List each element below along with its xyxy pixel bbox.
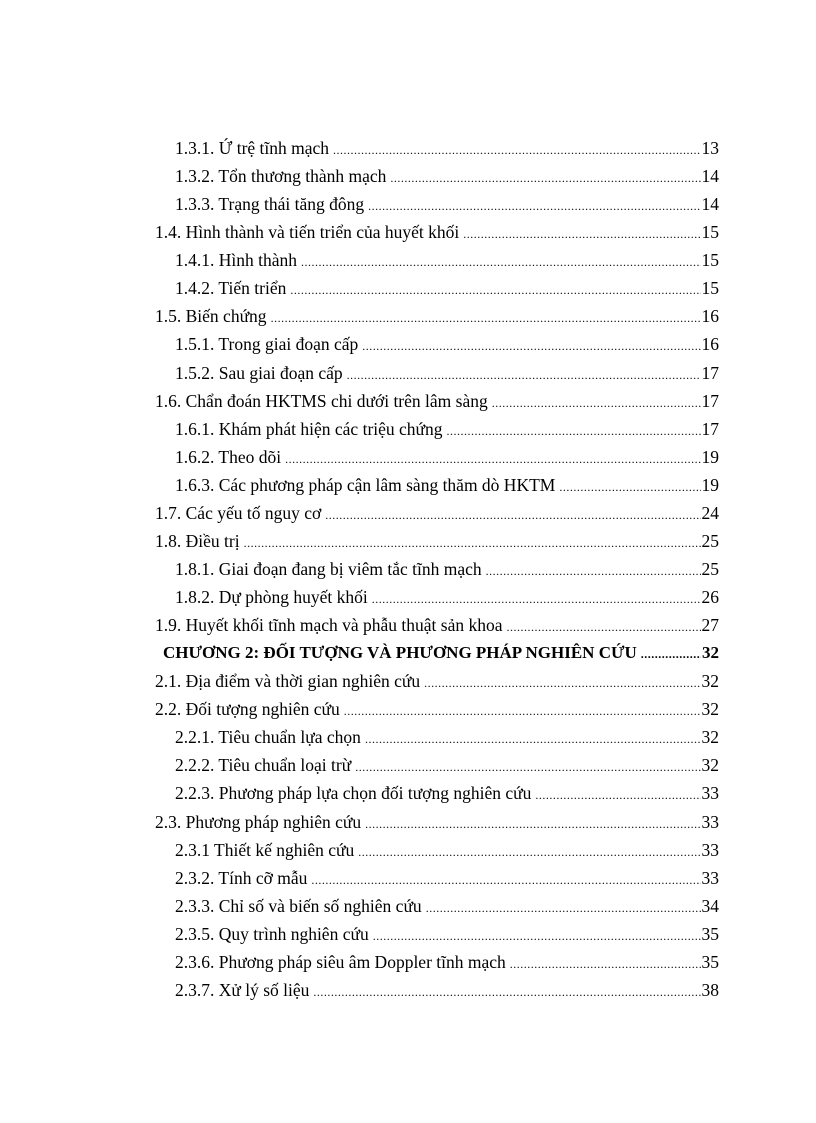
toc-entry-page: 25 — [701, 530, 719, 551]
toc-entry[interactable] — [155, 751, 719, 779]
dot-leader — [347, 361, 701, 389]
dot-leader — [463, 220, 700, 248]
toc-entry[interactable] — [155, 976, 719, 1004]
toc-entry-label: 1.6.2. Theo dõi — [175, 446, 282, 467]
toc-entry[interactable] — [155, 246, 719, 274]
table-of-contents — [155, 134, 719, 1004]
toc-entry-page: 17 — [701, 362, 719, 383]
toc-entry-page: 17 — [701, 418, 719, 439]
dot-leader — [301, 248, 700, 276]
toc-entry-label: 1.7. Các yếu tố nguy cơ — [155, 502, 322, 523]
dot-leader — [365, 725, 701, 753]
toc-entry-page: 16 — [701, 334, 719, 355]
toc-entry-page: 17 — [701, 390, 719, 411]
dot-leader — [535, 781, 700, 809]
toc-entry-page: 19 — [701, 446, 719, 467]
toc-entry-page: 38 — [701, 979, 719, 1000]
toc-entry-label: 2.2. Đối tượng nghiên cứu — [155, 699, 340, 720]
toc-entry-page: 34 — [701, 895, 719, 916]
toc-entry[interactable] — [155, 948, 719, 976]
toc-entry[interactable] — [155, 892, 719, 920]
dot-leader — [510, 950, 701, 978]
toc-entry-label: 1.3.1. Ứ trệ tĩnh mạch — [175, 138, 330, 158]
dot-leader — [344, 697, 701, 725]
toc-entry[interactable] — [155, 667, 719, 695]
toc-entry-label: 1.3.3. Trạng thái tăng đông — [175, 194, 365, 215]
toc-entry-page: 13 — [701, 138, 719, 158]
toc-entry[interactable] — [155, 134, 719, 162]
dot-leader — [507, 613, 701, 641]
dot-leader — [390, 164, 700, 192]
toc-entry[interactable] — [155, 387, 719, 415]
toc-entry-page: 26 — [701, 587, 719, 607]
toc-entry-label: 1.5.1. Trong giai đoạn cấp — [175, 334, 359, 355]
toc-entry[interactable] — [155, 527, 719, 555]
toc-entry-label: 1.8. Điều trị — [155, 530, 240, 551]
toc-entry[interactable] — [155, 471, 719, 499]
toc-entry-page: 24 — [701, 502, 719, 523]
toc-entry-label: 1.3.2. Tổn thương thành mạch — [175, 166, 387, 187]
dot-leader — [368, 192, 700, 220]
dot-leader — [426, 894, 701, 922]
toc-entry-label: 2.3.6. Phương pháp siêu âm Doppler tĩnh mạch — [175, 951, 506, 972]
toc-entry-page: 32 — [701, 727, 719, 748]
toc-chapter-entry[interactable] — [163, 639, 719, 667]
toc-entry-label: 1.6.1. Khám phát hiện các triệu chứng — [175, 418, 443, 439]
toc-entry[interactable] — [155, 359, 719, 387]
toc-entry[interactable] — [155, 920, 719, 948]
dot-leader — [244, 529, 701, 557]
toc-entry[interactable] — [155, 808, 719, 836]
toc-entry-label: 1.8.2. Dự phòng huyết khối — [175, 587, 368, 607]
dot-leader — [355, 753, 700, 781]
toc-entry-label: 2.3.1 Thiết kế nghiên cứu — [175, 839, 355, 860]
dot-leader — [325, 501, 700, 529]
toc-entry-page: 33 — [701, 783, 719, 804]
toc-entry[interactable] — [155, 190, 719, 218]
toc-entry-label: 2.3. Phương pháp nghiên cứu — [155, 811, 362, 832]
toc-entry-page: 32 — [701, 755, 719, 776]
dot-leader — [362, 332, 700, 360]
dot-leader — [365, 810, 700, 838]
toc-entry-label: 2.2.1. Tiêu chuẩn lựa chọn — [175, 727, 361, 748]
toc-entry[interactable] — [155, 302, 719, 330]
toc-entry[interactable] — [155, 864, 719, 892]
dot-leader — [358, 838, 700, 866]
toc-entry-label: CHƯƠNG 2: ĐỐI TƯỢNG VÀ PHƯƠNG PHÁP NGHIÊN CỨU — [163, 643, 637, 663]
toc-entry[interactable] — [155, 443, 719, 471]
toc-entry-label: 2.2.3. Phương pháp lựa chọn đối tượng nghiên cứu — [175, 783, 532, 804]
toc-entry-page: 15 — [701, 250, 719, 271]
toc-entry[interactable] — [155, 836, 719, 864]
dot-leader — [271, 304, 701, 332]
toc-entry-label: 1.6. Chẩn đoán HKTMS chi dưới trên lâm sàng — [155, 390, 488, 411]
dot-leader — [373, 922, 701, 950]
toc-entry-label: 1.4.2. Tiến triển — [175, 278, 287, 299]
toc-entry-page: 33 — [701, 811, 719, 832]
toc-entry[interactable] — [155, 162, 719, 190]
toc-entry[interactable] — [155, 583, 719, 611]
dot-leader — [492, 389, 701, 417]
toc-entry-page: 35 — [701, 951, 719, 972]
toc-entry-label: 1.8.1. Giai đoạn đang bị viêm tắc tĩnh mạch — [175, 558, 482, 579]
toc-entry-page: 32 — [701, 699, 719, 720]
toc-entry-page: 33 — [701, 839, 719, 860]
dot-leader — [333, 136, 700, 164]
toc-entry-label: 1.5. Biến chứng — [155, 306, 267, 327]
toc-entry[interactable] — [155, 779, 719, 807]
toc-entry-page: 27 — [701, 615, 719, 636]
dot-leader — [311, 866, 700, 894]
toc-entry-page: 33 — [701, 867, 719, 888]
dot-leader — [372, 585, 701, 613]
toc-entry-page: 35 — [701, 923, 719, 944]
dot-leader — [559, 473, 700, 501]
toc-entry-page: 14 — [701, 194, 719, 215]
dot-leader — [290, 276, 700, 304]
toc-entry-page: 25 — [701, 558, 719, 579]
toc-entry[interactable] — [155, 415, 719, 443]
dot-leader — [486, 557, 701, 585]
toc-entry-label: 1.4. Hình thành và tiến triển của huyết khối — [155, 222, 460, 243]
dot-leader — [641, 640, 701, 668]
toc-entry-label: 1.5.2. Sau giai đoạn cấp — [175, 362, 343, 383]
toc-entry-label: 2.2.2. Tiêu chuẩn loại trừ — [175, 755, 352, 776]
dot-leader — [447, 417, 701, 445]
toc-entry-label: 2.3.5. Quy trình nghiên cứu — [175, 923, 369, 944]
toc-entry-page: 32 — [702, 643, 719, 663]
toc-entry-page: 19 — [701, 474, 719, 495]
toc-entry[interactable] — [155, 330, 719, 358]
toc-entry[interactable] — [155, 555, 719, 583]
toc-entry[interactable] — [155, 611, 719, 639]
dot-leader — [424, 669, 700, 697]
toc-entry-label: 1.9. Huyết khối tĩnh mạch và phẫu thuật sản khoa — [155, 615, 503, 636]
toc-entry-page: 14 — [701, 166, 719, 187]
toc-entry[interactable] — [155, 695, 719, 723]
toc-entry[interactable] — [155, 274, 719, 302]
toc-entry-label: 1.4.1. Hình thành — [175, 250, 298, 271]
toc-entry[interactable] — [155, 723, 719, 751]
toc-entry-page: 15 — [701, 222, 719, 243]
toc-entry-label: 2.1. Địa điểm và thời gian nghiên cứu — [155, 671, 421, 692]
toc-entry-label: 2.3.2. Tính cỡ mẫu — [175, 867, 308, 888]
toc-entry-label: 1.6.3. Các phương pháp cận lâm sàng thăm dò HKTM — [175, 474, 556, 495]
toc-entry-page: 16 — [701, 306, 719, 327]
toc-entry-label: 2.3.3. Chỉ số và biến số nghiên cứu — [175, 895, 422, 916]
dot-leader — [313, 978, 700, 1006]
toc-entry[interactable] — [155, 218, 719, 246]
dot-leader — [285, 445, 700, 473]
toc-entry-label: 2.3.7. Xử lý số liệu — [175, 979, 310, 1000]
toc-entry-page: 32 — [701, 671, 719, 692]
toc-entry[interactable] — [155, 499, 719, 527]
toc-entry-page: 15 — [701, 278, 719, 299]
